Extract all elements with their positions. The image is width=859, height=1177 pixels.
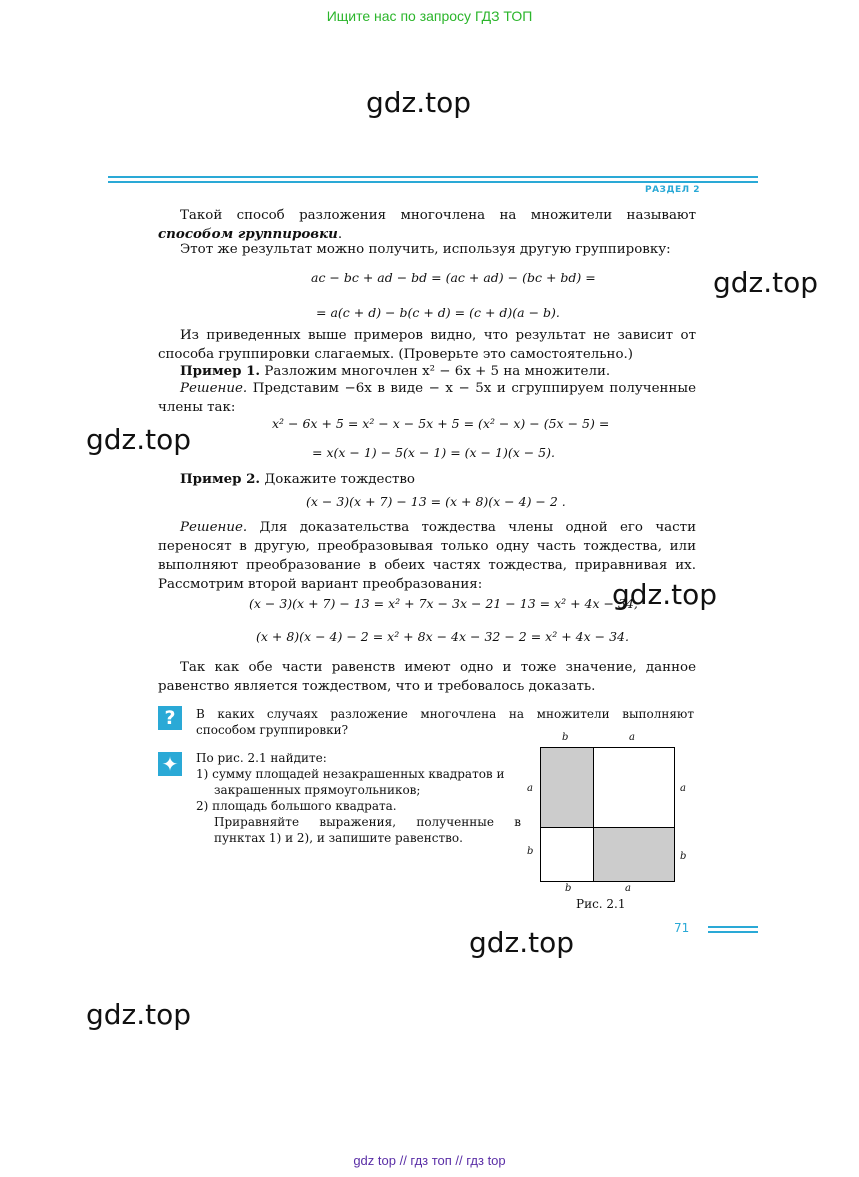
shaded-rectangle-bottom: [594, 828, 674, 881]
shaded-rectangle-top: [541, 748, 594, 828]
watermark: gdz.top: [86, 998, 192, 1031]
task-intro: По рис. 2.1 найдите:: [196, 751, 327, 765]
task-item-1: 1) сумму площадей незакрашенных квадратов и закрашенных прямоугольников;: [196, 767, 505, 797]
example-1-label: Пример 1.: [180, 363, 261, 379]
header-rule: [108, 176, 758, 178]
formula-5: (x − 3)(x + 7) − 13 = (x + 8)(x − 4) − 2 .: [306, 494, 566, 509]
formula-6: (x − 3)(x + 7) − 13 = x² + 7x − 3x − 21 − 13 = x² + 4x − 34,: [249, 596, 638, 611]
watermark: gdz.top: [86, 423, 192, 456]
fig-label-left-a: a: [527, 783, 533, 794]
solution-label: Решение.: [180, 520, 248, 535]
question-text: В каких случаях разложение многочлена на множители выполняют способом группировки?: [196, 707, 694, 737]
paragraph-end: .: [337, 227, 343, 242]
page-number: 71: [674, 921, 690, 935]
square-a: [594, 748, 674, 828]
paragraph-alternative: Этот же результат можно получить, используя другую группировку:: [180, 242, 671, 257]
example-2-text: Докажите тождество: [264, 472, 415, 487]
task-item-2: 2) площадь большого квадрата.: [196, 799, 397, 813]
example-2: [158, 470, 696, 489]
footer-rule: [708, 926, 758, 928]
solution-label: Решение.: [180, 381, 248, 396]
formula-2: = a(c + d) − b(c + d) = (c + d)(a − b).: [316, 305, 560, 320]
paragraph-grouping-method: [158, 206, 696, 244]
paragraph-text: Такой способ разложения многочлена на множители называют: [180, 208, 696, 223]
task-block: [196, 750, 521, 846]
header-rule-second: [108, 181, 758, 183]
formula-4: = x(x − 1) − 5(x − 1) = (x − 1)(x − 5).: [312, 445, 555, 460]
solution-1: [158, 379, 696, 417]
section-label: РАЗДЕЛ 2: [645, 185, 700, 195]
solution-2-text: Для доказательства тождества члены одной его части переносят в другую, преобразовывая только одну часть тождества, или выполняют преобразование в обеих частях тождества, приравнивая их. Рассмотрим второй вариант преобразования:: [158, 520, 696, 592]
footer-links[interactable]: gdz top // гдз топ // гдз top: [353, 1153, 506, 1168]
formula-7: (x + 8)(x − 4) − 2 = x² + 8x − 4x − 32 − 2 = x² + 4x − 34.: [256, 629, 629, 644]
footer-rule-second: [708, 931, 758, 933]
watermark: gdz.top: [366, 86, 472, 119]
fig-label-top-a: a: [629, 732, 635, 743]
watermark: gdz.top: [469, 926, 575, 959]
question-icon: ?: [158, 706, 182, 730]
task-item-3: Приравняйте выражения, полученные в пунктах 1) и 2), и запишите равенство.: [214, 815, 521, 845]
fig-label-bottom-a: a: [625, 883, 631, 894]
solution-1-text: Представим −6x в виде − x − 5x и сгруппируем полученные члены так:: [158, 381, 696, 415]
figure-2-1: [540, 747, 675, 882]
fig-label-left-b: b: [527, 846, 534, 857]
square-b: [541, 828, 594, 881]
watermark: gdz.top: [612, 578, 718, 611]
fig-label-right-b: b: [680, 851, 687, 862]
formula-1: ac − bc + ad − bd = (ac + ad) − (bc + bd) =: [311, 270, 596, 285]
fig-label-bottom-b: b: [565, 883, 572, 894]
fig-label-right-a: a: [680, 783, 686, 794]
figure-caption: Рис. 2.1: [576, 897, 626, 911]
example-1-text: Разложим многочлен x² − 6x + 5 на множители.: [264, 364, 611, 379]
watermark: gdz.top: [713, 266, 819, 299]
formula-3: x² − 6x + 5 = x² − x − 5x + 5 = (x² − x) − (5x − 5) =: [272, 416, 610, 431]
paragraph-final: Так как обе части равенств имеют одно и тоже значение, данное равенство является тождеством, что и требовалось доказать.: [158, 660, 696, 694]
fig-label-top-b: b: [562, 732, 569, 743]
paragraph-conclusion: Из приведенных выше примеров видно, что результат не зависит от способа группировки слагаемых. (Проверьте это самостоятельно.): [158, 328, 696, 362]
example-2-label: Пример 2.: [180, 471, 261, 487]
top-search-link[interactable]: Ищите нас по запросу ГДЗ ТОП: [326, 8, 533, 24]
task-star-icon: ✦: [158, 752, 182, 776]
term-grouping: способом группировки: [158, 226, 338, 242]
